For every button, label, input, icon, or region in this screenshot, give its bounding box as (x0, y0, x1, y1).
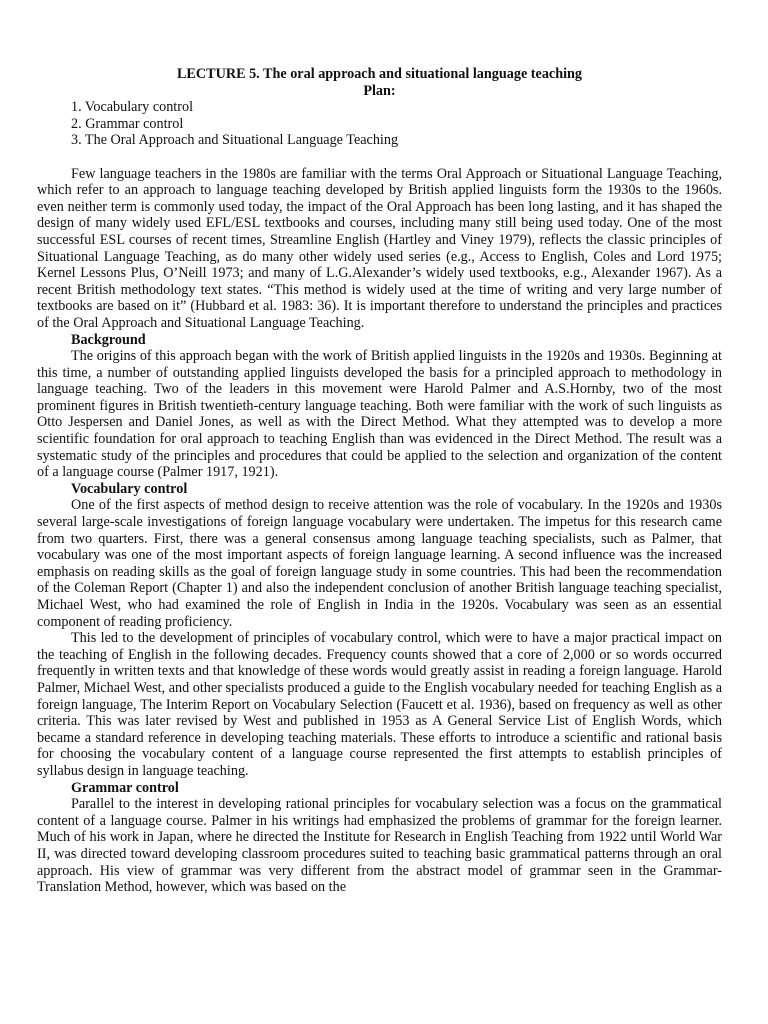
background-heading: Background (71, 331, 146, 348)
vocabulary-paragraph: One of the first aspects of method design to receive attention was the role of vocabulary. In the 1920s and 1930s several large-scale investigations of foreign language vocabulary were undertaken. The impetus for this research came from two quarters. First, there was a general consensus among language teaching specialists, such as Palmer, that vocabulary was one of the most important aspects of foreign language learning. A second influence was the increased emphasis on reading skills as the goal of foreign language study in some countries. This had been the recommendation of the Coleman Report (Chapter 1) and also the independent conclusion of another British language teaching specialist, Michael West, who had examined the role of English in India in the 1920s. Vocabulary was seen as an essential component of reading proficiency. (37, 497, 722, 630)
grammar-paragraph: Parallel to the interest in developing rational principles for vocabulary selection was a focus on the grammatical content of a language course. Palmer in his writings had emphasized the problems of grammar for the foreign learner. Much of his work in Japan, where he directed the Institute for Research in English Teaching from 1922 until World War II, was directed toward developing classroom procedures suited to teaching basic grammatical patterns through an oral approach. His view of grammar was very different from the abstract model of grammar seen in the Grammar-Translation Method, however, which was based on the (37, 796, 722, 896)
plan-item: 3. The Oral Approach and Situational Language Teaching (71, 132, 399, 149)
vocabulary-paragraph: This led to the development of principles of vocabulary control, which were to have a major practical impact on the teaching of English in the following decades. Frequency counts showed that a core of 2,000 or so words occurred frequently in written texts and that knowledge of these words would greatly assist in reading a foreign language. Harold Palmer, Michael West, and other specialists produced a guide to the English vocabulary needed for teaching English as a foreign language, The Interim Report on Vocabulary Selection (Faucett et al. 1936), based on frequency as well as other criteria. This was later revised by West and published in 1953 as A General Service List of English Words, which became a standard reference in developing teaching materials. These efforts to introduce a scientific and rational basis for choosing the vocabulary content of a language course represented the first attempts to establish principles of syllabus design in language teaching. (37, 630, 722, 779)
plan-heading: Plan: (363, 82, 396, 99)
blank-line (37, 149, 722, 166)
vocabulary-control-heading: Vocabulary control (71, 480, 188, 497)
intro-paragraph: Few language teachers in the 1980s are familiar with the terms Oral Approach or Situational Language Teaching, which refer to an approach to language teaching developed by British applied linguists form the 1930s to the 1960s. even neither term is commonly used today, the impact of the Oral Approach has been long lasting, and it has shaped the design of many widely used EFL/ESL textbooks and courses, including many still being used today. One of the most successful ESL courses of recent times, Streamline English (Hartley and Viney 1979), reflects the classic principles of Situational Language Teaching, as do many other widely used series (e.g., Access to English, Coles and Lord 1975; Kernel Lessons Plus, O’Neill 1973; and many of L.G.Alexander’s widely used textbooks, e.g., Alexander 1967). As a recent British methodology text states. “This method is widely used at the time of writing and very large number of textbooks are based on it” (Hubbard et al. 1983: 36). It is important therefore to understand the principles and practices of the Oral Approach and Situational Language Teaching. (37, 165, 722, 331)
plan-list (37, 99, 722, 149)
document-page (37, 66, 722, 896)
plan-item: 1. Vocabulary control (71, 99, 194, 116)
plan-item: 2. Grammar control (71, 115, 184, 132)
grammar-control-heading: Grammar control (71, 779, 179, 796)
background-paragraph: The origins of this approach began with the work of British applied linguists in the 1920s and 1930s. Beginning at this time, a number of outstanding applied linguists developed the basis for a principled approach to methodology in language teaching. Two of the leaders in this movement were Harold Palmer and A.S.Hornby, two of the most prominent figures in British twentieth-century language teaching. Both were familiar with the work of such linguists as Otto Jespersen and Daniel Jones, as well as with the Direct Method. What they attempted was to develop a more scientific foundation for oral approach to teaching English than was evidenced in the Direct Method. The result was a systematic study of the principles and procedures that could be applied to the selection and organization of the content of a language course (Palmer 1917, 1921). (37, 348, 722, 481)
page-title: LECTURE 5. The oral approach and situational language teaching (176, 66, 583, 82)
